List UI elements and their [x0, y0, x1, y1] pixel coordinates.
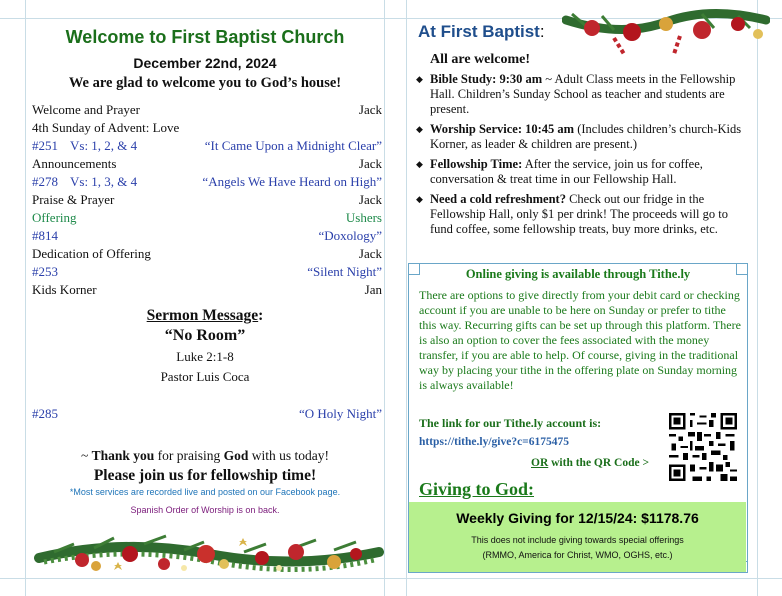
sermon-pastor: Pastor Luis Coca — [160, 369, 250, 384]
announcement-bold: Bible Study: 9:30 am — [430, 72, 543, 86]
online-giving-body: There are options to give directly from your debit card or checking account if you are unable to be here on Sunday or prefer to tithe this way. Recurring gifts can be set up through this platform. There is also an option to cover the fees associated with the money transfer, if you are able to help. Of course, giving in the traditional way by placing your tithe in the offering plate on Sunday morning is always available! — [419, 288, 741, 392]
order-row — [32, 173, 382, 191]
sermon-title: “No Room” — [164, 327, 246, 344]
order-item — [32, 119, 179, 137]
announcement-item — [414, 192, 750, 237]
right-title — [418, 22, 545, 42]
sermon-block — [24, 306, 386, 387]
order-item — [32, 209, 77, 227]
order-row — [32, 227, 382, 245]
closing-hymn — [32, 405, 382, 423]
online-giving-heading: Online giving is available through Tithe.ly — [465, 267, 691, 281]
christmas-garland-image — [34, 524, 384, 586]
tithely-link-label: The link for our Tithe.ly account is: — [419, 416, 602, 430]
thanks-god: God — [223, 448, 249, 463]
christmas-garland-image — [562, 8, 770, 56]
order-item-label: Welcome and Prayer — [32, 102, 140, 117]
order-item-label: Praise & Prayer — [32, 192, 115, 207]
announcement-bold: Fellowship Time: — [430, 157, 523, 171]
thanks-prefix: ~ — [80, 448, 92, 463]
announcement-detail: After the service, join us for coffee, conversation & treat time in our Fellowship Hall. — [430, 157, 703, 186]
qr-label-text: with the QR Code > — [548, 457, 650, 469]
spanish-order-note: Spanish Order of Worship is on back. — [130, 505, 280, 515]
hymn-number: #253 — [32, 264, 58, 279]
page-title: Welcome to First Baptist Church — [65, 27, 345, 47]
hymn-number: #251 — [32, 138, 58, 153]
order-item — [32, 245, 151, 263]
sermon-scripture: Luke 2:1-8 — [176, 349, 234, 364]
order-item-label: Offering — [32, 210, 77, 225]
order-row — [32, 209, 382, 227]
weekly-giving-offerings: (RMMO, America for Christ, WMO, OGHS, etc.) — [482, 550, 673, 560]
hymn-verses: Vs: 1, 3, & 4 — [70, 174, 138, 189]
diamond-bullet-icon: ◆ — [416, 194, 423, 204]
weekly-giving-amount: Weekly Giving for 12/15/24: $1178.76 — [456, 510, 699, 526]
diamond-bullet-icon: ◆ — [416, 124, 423, 134]
hymn-title: “Doxology” — [318, 228, 382, 243]
order-item-leader: Ushers — [345, 210, 382, 225]
diamond-bullet-icon: ◆ — [416, 159, 423, 169]
fellowship-invite: Please join us for fellowship time! — [93, 467, 317, 484]
order-item-leader: Jack — [358, 156, 382, 171]
sermon-heading: Sermon Message — [146, 307, 259, 324]
order-item-leader: Jan — [364, 282, 382, 297]
announcement-text — [430, 72, 750, 117]
hymn-number: #814 — [32, 228, 58, 243]
order-row — [32, 191, 382, 209]
right-title-colon: : — [539, 22, 545, 41]
order-row — [32, 101, 382, 119]
hymn-title: “Silent Night” — [307, 264, 382, 279]
order-item-leader: Jack — [358, 102, 382, 117]
order-row — [32, 245, 382, 263]
order-of-worship-list — [32, 101, 382, 299]
order-row — [32, 263, 382, 281]
welcome-line: We are glad to welcome you to God’s house! — [68, 75, 342, 91]
order-row — [32, 281, 382, 299]
thanks-mid: for praising — [154, 448, 224, 463]
tithely-link[interactable]: https://tithe.ly/give?c=6175475 — [419, 436, 569, 448]
announcement-detail: (Includes children’s church-Kids Korner, as leader & children are present.) — [430, 122, 742, 151]
announcement-text — [430, 157, 750, 187]
order-item-label: Announcements — [32, 156, 117, 171]
all-welcome-heading: All are welcome! — [430, 52, 531, 67]
hymn-title: “Angels We Have Heard on High” — [202, 174, 382, 189]
announcement-item — [414, 72, 750, 117]
order-item — [32, 101, 140, 119]
weekly-giving-note: This does not include giving towards special offerings — [471, 535, 684, 545]
order-item-leader: Jack — [358, 246, 382, 261]
order-item — [32, 191, 114, 209]
announcement-detail: ~ Adult Class meets in the Fellowship Hall. Children’s Sunday School as teacher and students are present. — [430, 72, 736, 116]
qr-code-image[interactable] — [669, 413, 737, 481]
order-item-label: Dedication of Offering — [32, 246, 151, 261]
diamond-bullet-icon: ◆ — [416, 74, 423, 84]
announcement-item — [414, 122, 750, 152]
announcement-bold: Need a cold refreshment? — [430, 192, 566, 206]
order-item — [32, 155, 116, 173]
order-item — [32, 137, 137, 155]
online-giving-box — [408, 263, 748, 573]
announcement-detail: Check out our fridge in the Fellowship Hall, only $1 per drink! The proceeds will go to fund coffee, some fellowship treats, buy more drinks, etc. — [430, 192, 728, 236]
announcement-item — [414, 157, 750, 187]
announcement-list — [414, 72, 750, 242]
announcement-text — [430, 122, 750, 152]
announcements-panel — [410, 0, 782, 596]
qr-or: OR — [531, 457, 549, 469]
announcement-text — [430, 192, 750, 237]
hymn-title: “It Came Upon a Midnight Clear” — [204, 138, 382, 153]
right-title-text: At First Baptist — [418, 22, 540, 41]
order-of-worship-panel — [24, 0, 390, 596]
closing-hymn-number: #285 — [32, 406, 58, 421]
recording-note: *Most services are recorded live and posted on our Facebook page. — [69, 487, 341, 497]
order-item — [32, 173, 137, 191]
closing-hymn-title: “O Holy Night” — [298, 406, 382, 421]
hymn-verses: Vs: 1, 2, & 4 — [70, 138, 138, 153]
order-item-label: Kids Korner — [32, 282, 97, 297]
weekly-giving-banner — [409, 502, 746, 572]
qr-code-label — [531, 457, 649, 469]
order-row — [32, 137, 382, 155]
order-item — [32, 281, 97, 299]
page-guide-line — [406, 0, 407, 596]
announcement-bold: Worship Service: 10:45 am — [430, 122, 575, 136]
giving-to-god-heading: Giving to God: — [419, 479, 535, 499]
service-date: December 22nd, 2024 — [133, 55, 277, 71]
order-row — [32, 155, 382, 173]
order-item-leader: Jack — [358, 192, 382, 207]
order-item-label: 4th Sunday of Advent: Love — [32, 120, 180, 135]
thanks-suffix: with us today! — [248, 448, 330, 463]
order-row — [32, 119, 382, 137]
thanks-bold: Thank you — [91, 448, 155, 463]
thank-you-line — [24, 447, 386, 465]
hymn-number: #278 — [32, 174, 58, 189]
sermon-heading-colon: : — [258, 307, 264, 324]
